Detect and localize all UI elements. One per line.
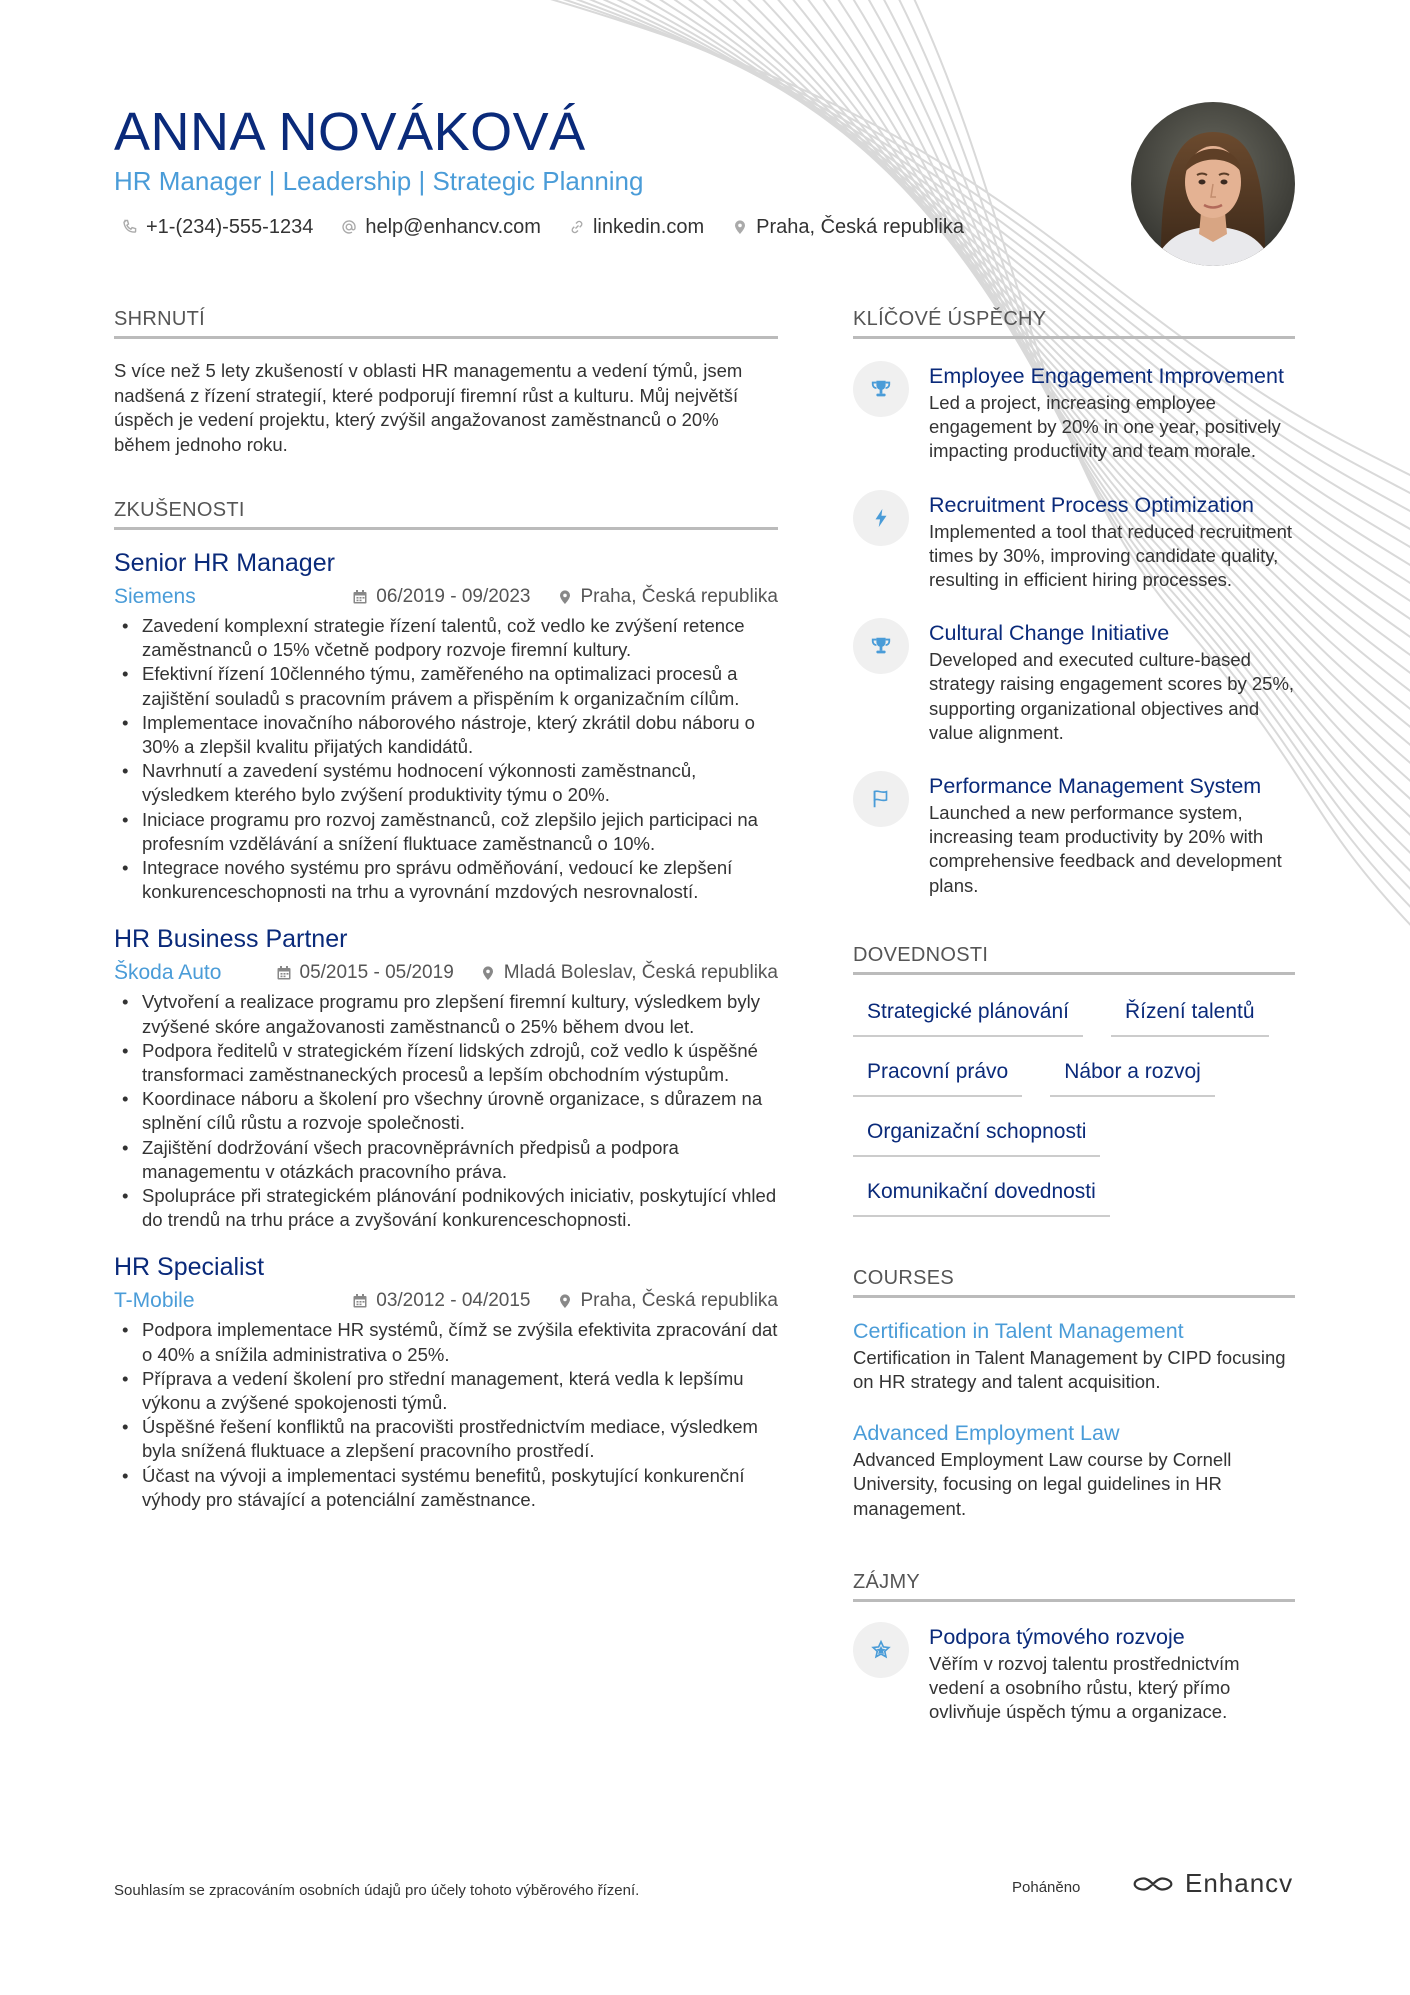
experience-section [114,497,778,1512]
job-dates-text: 03/2012 - 04/2015 [376,1290,531,1312]
candidate-name: ANNA NOVÁKOVÁ [114,102,586,162]
interests-section [853,1569,1295,1725]
achievement-item [853,771,1295,898]
section-divider [853,1295,1295,1298]
skill-tag: Strategické plánování [853,997,1083,1037]
interest-body [929,1622,1295,1725]
contact-email[interactable] [341,212,541,242]
job-meta-details [352,1286,778,1316]
skills-list [853,997,1295,1217]
trophy-icon [870,378,892,400]
job-entry [114,922,778,1232]
job-bullet: • Iniciace programu pro rozvoj zaměstnanců, což zlepšilo jejich participaci na profesním vzdělávání a snížení fluktuace zaměstnanců o 10%. [114,808,778,856]
job-dates [276,958,454,988]
job-bullet: • Koordinace náboru a školení pro všechny úrovně organizace, s důrazem na splnění cílů růstu a rozvoje společnosti. [114,1087,778,1135]
achievement-item [853,490,1295,593]
job-bullet: • Podpora ředitelů v strategickém řízení lidských zdrojů, což vedlo k úspěšné transformaci zaměstnaneckých procesů a lepším obchodním výstupům. [114,1039,778,1087]
job-meta-details [276,958,778,988]
job-meta-details [352,582,778,612]
candidate-headline: HR Manager | Leadership | Strategic Planning [114,166,644,196]
job-dates [352,1286,530,1316]
achievement-icon-wrap [853,618,909,674]
achievement-desc: Implemented a tool that reduced recruitment times by 30%, improving candidate quality, resulting in efficient hiring processes. [929,520,1292,591]
course-item [853,1418,1295,1521]
achievement-item [853,361,1295,464]
enhancv-logo-icon [1131,1873,1175,1895]
achievement-title: Performance Management System [929,774,1262,799]
achievements-heading: KLÍČOVÉ ÚSPĚCHY [853,308,1047,330]
interest-desc: Věřím v rozvoj talentu prostřednictvím vedení a osobního růstu, který přímo ovlivňuje úspěch týmu a organizace. [929,1652,1240,1723]
skill-tag: Komunikační dovednosti [853,1177,1110,1217]
summary-text: S více než 5 lety zkušeností v oblasti HR managementu a vedení týmů, jsem nadšená z řízení strategií, které podporují firemní růst a kulturu. Můj největší úspěch je vedení projektu, který zvýšil angažovanost zaměstnanců o 20% během jednoho roku. [114,360,743,455]
achievement-desc: Developed and executed culture-based strategy raising engagement scores by 25%, supporting organizational objectives and value alignment. [929,649,1295,743]
achievement-title: Employee Engagement Improvement [929,364,1284,388]
job-bullet: • Vytvoření a realizace programu pro zlepšení firemní kultury, výsledkem byly zvýšené skóre angažovanosti zaměstnanců o 25% během dvou let. [114,990,778,1038]
lightning-icon [870,507,892,529]
calendar-icon [352,1293,368,1309]
job-meta [114,582,778,612]
job-bullet: • Úspěšné řešení konfliktů na pracovišti prostřednictvím mediace, výsledkem byla snížená fluktuace a zlepšení pracovního prostředí. [114,1415,778,1463]
course-desc: Certification in Talent Management by CIPD focusing on HR strategy and talent acquisition. [853,1346,1286,1393]
interest-title: Podpora týmového rozvoje [929,1624,1185,1649]
contact-linkedin-text: linkedin.com [592,216,705,238]
calendar-icon [276,965,292,981]
achievement-title: Cultural Change Initiative [929,621,1170,646]
job-bullet: • Účast na vývoji a implementaci systému benefitů, poskytující konkurenční výhody pro stávající a potenciální zaměstnance. [114,1464,778,1512]
job-title: Senior HR Manager [114,549,335,577]
job-location-text: Praha, Česká republika [580,1290,778,1312]
at-icon [341,219,357,235]
brand-logo[interactable] [1131,1868,1293,1899]
achievement-item [853,618,1295,745]
section-divider [853,336,1295,339]
contact-linkedin[interactable] [569,212,704,242]
skill-tag: Organizační schopnosti [853,1117,1100,1157]
job-bullet: • Podpora implementace HR systémů, čímž se zvýšila efektivita zpracování dat o 40% a snížila administrativa o 25%. [114,1318,778,1366]
job-dates-text: 06/2019 - 09/2023 [376,586,531,607]
job-title: HR Business Partner [114,925,348,954]
avatar-illustration [1131,102,1295,266]
job-entry [114,1250,778,1512]
section-divider [114,336,778,339]
achievement-icon-wrap [853,490,909,546]
contact-phone[interactable] [122,212,313,242]
job-bullets [114,614,778,904]
left-column [114,306,778,1512]
company-name: Siemens [114,585,196,608]
job-meta [114,958,778,988]
section-divider [114,527,778,530]
skill-tag: Nábor a rozvoj [1050,1057,1215,1097]
achievement-desc: Led a project, increasing employee engagement by 20% in one year, positively impacting productivity and team morale. [929,392,1281,462]
job-bullet: • Zajištění dodržování všech pracovněprávních předpisů a podpora managementu v otázkách pracovního práva. [114,1136,778,1184]
job-bullets [114,1318,778,1512]
powered-by-label: Poháněno [1012,1879,1081,1896]
phone-icon [122,219,138,235]
job-location [557,582,779,612]
achievement-body [929,771,1295,898]
job-entry [114,546,778,904]
course-desc: Advanced Employment Law course by Cornell University, focusing on legal guidelines in HR management. [853,1449,1232,1519]
job-bullet: • Integrace nového systému pro správu odměňování, vedoucí ke zlepšení konkurenceschopnosti na trhu a vyrovnání mzdových nesrovnalostí. [114,856,778,904]
achievement-icon-wrap [853,361,909,417]
experience-heading: ZKUŠENOSTI [114,499,245,521]
courses-section [853,1265,1295,1521]
interest-item [853,1622,1295,1725]
achievements-section [853,306,1295,898]
job-location-text: Praha, Česká republika [580,586,778,607]
achievement-body [929,618,1295,745]
achievement-title: Recruitment Process Optimization [929,492,1254,517]
section-divider [853,1599,1295,1602]
achievement-icon-wrap [853,771,909,827]
job-dates-text: 05/2015 - 05/2019 [299,962,454,984]
job-title: HR Specialist [114,1253,265,1282]
profile-photo [1131,102,1295,266]
course-title: Certification in Talent Management [853,1318,1184,1343]
job-bullets [114,990,778,1232]
achievement-desc: Launched a new performance system, increasing team productivity by 20% with comprehensive feedback and development plans. [929,802,1282,896]
flag-icon [870,788,892,810]
interests-heading: ZÁJMY [853,1570,921,1593]
summary-heading: SHRNUTÍ [114,308,205,330]
job-location [557,1286,779,1316]
link-icon [569,219,585,235]
course-item [853,1316,1295,1394]
trophy-icon [870,635,892,657]
job-bullet: • Efektivní řízení 10členného týmu, zaměřeného na optimalizaci procesů a zajištění souladů s pracovním právem a přispěním k organizačním cílům. [114,662,778,710]
consent-note: Souhlasím se zpracováním osobních údajů pro účely tohoto výběrového řízení. [114,1882,640,1899]
section-divider [853,972,1295,975]
contact-location [732,212,964,242]
star-icon [870,1639,892,1661]
location-icon [732,219,748,235]
company-name: T-Mobile [114,1289,195,1313]
course-title: Advanced Employment Law [853,1421,1120,1446]
interest-icon-wrap [853,1622,909,1678]
brand-name: Enhancv [1185,1868,1294,1898]
job-bullet: • Příprava a vedení školení pro střední management, která vedla k lepšímu výkonu a zvýšené spokojenosti týmů. [114,1367,778,1415]
job-location-text: Mladá Boleslav, Česká republika [503,962,778,984]
courses-heading: COURSES [853,1266,955,1289]
job-dates [352,582,530,612]
job-bullet: • Navrhnutí a zavedení systému hodnocení výkonnosti zaměstnanců, výsledkem kterého bylo zvýšení produktivity týmu o 20%. [114,759,778,807]
right-column [853,306,1295,1724]
job-bullet: • Spolupráce při strategickém plánování podnikových iniciativ, poskytující vhled do trendů na trhu práce a zvyšování konkurenceschopnosti. [114,1184,778,1232]
skills-heading: DOVEDNOSTI [853,943,989,966]
contact-email-text: help@enhancv.com [365,216,541,238]
achievement-body [929,361,1295,464]
skill-tag: Řízení talentů [1111,997,1269,1037]
skills-section [853,942,1295,1217]
skill-tag: Pracovní právo [853,1057,1022,1097]
job-location [480,958,778,988]
company-name: Škoda Auto [114,961,222,985]
location-icon [557,589,573,605]
location-icon [557,1293,573,1309]
contact-phone-text: +1-(234)-555-1234 [146,216,314,238]
job-bullet: • Implementace inovačního náborového nástroje, který zkrátil dobu náboru o 30% a zlepšil kvalitu přijatých kandidátů. [114,711,778,759]
summary-section [114,306,778,457]
job-bullet: • Zavedení komplexní strategie řízení talentů, což vedlo ke zvýšení retence zaměstnanců o 15% včetně podpory rozvoje firemní kultury. [114,614,778,662]
calendar-icon [352,589,368,605]
contact-bar [122,212,964,242]
contact-location-text: Praha, Česká republika [756,216,964,238]
location-icon [480,965,496,981]
job-meta [114,1286,778,1316]
achievement-body [929,490,1295,593]
